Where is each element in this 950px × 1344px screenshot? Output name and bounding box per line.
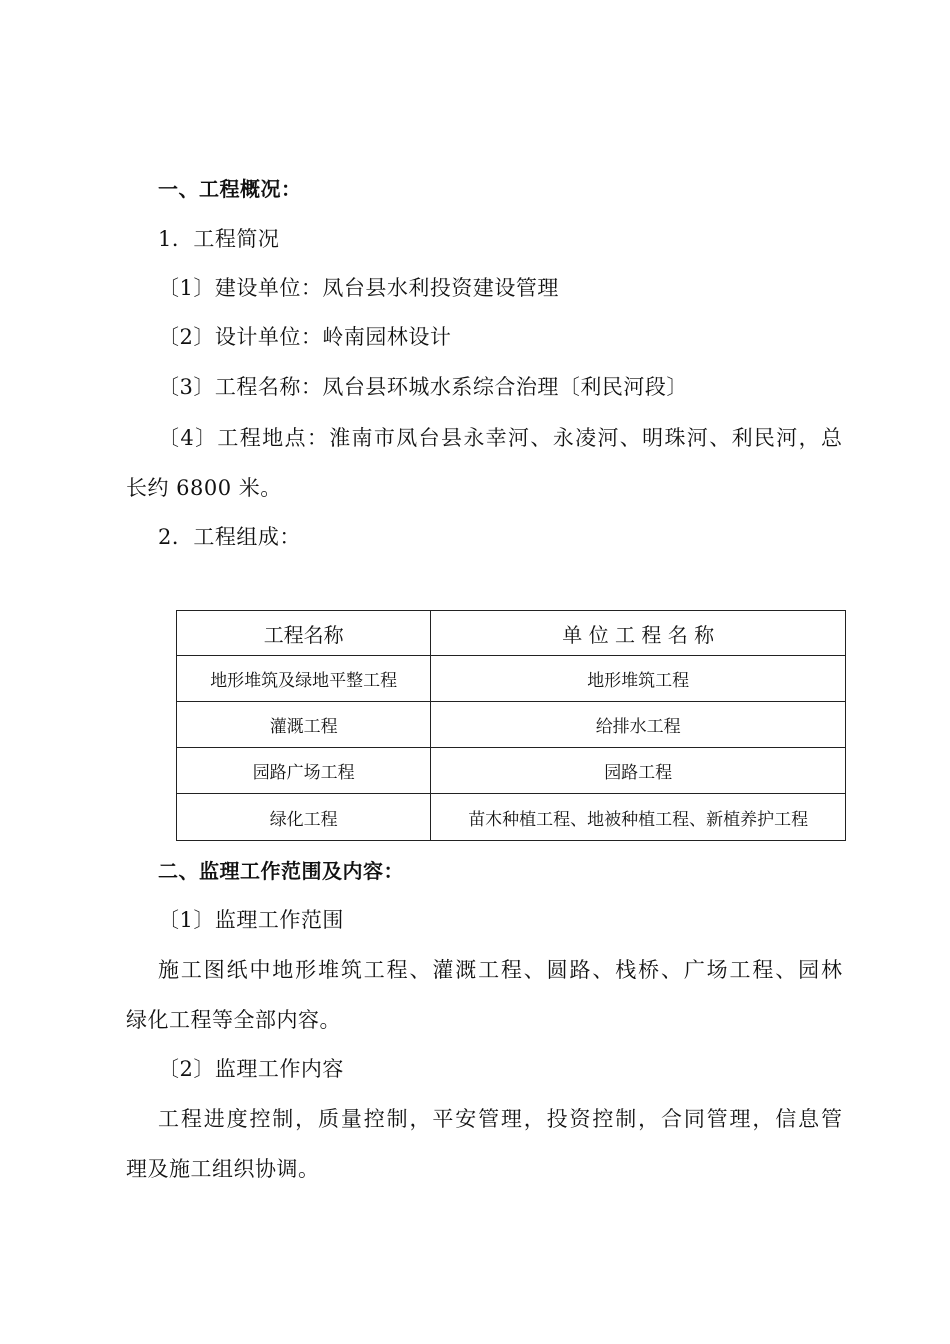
- project-name-cell: 灌溉工程: [177, 702, 431, 748]
- section1-sub2-title: 2．工程组成：: [158, 525, 301, 549]
- header-unit-project-name: 单 位 工 程 名 称: [431, 611, 846, 656]
- scope-line1: 施工图纸中地形堆筑工程、灌溉工程、圆路、栈桥、广场工程、园林: [158, 958, 842, 982]
- header-project-name: 工程名称: [177, 611, 431, 656]
- unit-project-cell: 给排水工程: [431, 702, 846, 748]
- table-row: [177, 748, 846, 794]
- project-name-item: 〔3〕工程名称：凤台县环城水系综合治理〔利民河段〕: [158, 375, 688, 399]
- scope-line2: 绿化工程等全部内容。: [126, 1008, 341, 1032]
- table-header-row: [177, 611, 846, 656]
- project-name-cell: 绿化工程: [177, 794, 431, 841]
- scope-title: 〔1〕监理工作范围: [158, 908, 344, 932]
- design-unit-item: 〔2〕设计单位：岭南园林设计: [158, 325, 452, 349]
- content-line2: 理及施工组织协调。: [126, 1157, 320, 1181]
- table-row: [177, 702, 846, 748]
- unit-project-cell: 苗木种植工程、地被种植工程、新植养护工程: [431, 794, 846, 841]
- section2-heading: 二、监理工作范围及内容：: [158, 859, 404, 883]
- unit-project-cell: 园路工程: [431, 748, 846, 794]
- section1-sub1-title: 1．工程简况: [158, 227, 280, 251]
- construction-unit-item: 〔1〕建设单位：凤台县水利投资建设管理: [158, 276, 559, 300]
- project-name-cell: 园路广场工程: [177, 748, 431, 794]
- table-row: [177, 794, 846, 841]
- content-title: 〔2〕监理工作内容: [158, 1057, 344, 1081]
- section1-heading: 一、工程概况：: [158, 177, 302, 201]
- unit-project-cell: 地形堆筑工程: [431, 656, 846, 702]
- project-location-line2: 长约 6800 米。: [126, 476, 282, 500]
- project-location-line1: 〔4〕工程地点：淮南市凤台县永幸河、永凌河、明珠河、利民河，总: [158, 426, 842, 450]
- content-line1: 工程进度控制，质量控制，平安管理，投资控制，合同管理，信息管: [158, 1107, 842, 1131]
- project-name-cell: 地形堆筑及绿地平整工程: [177, 656, 431, 702]
- table-row: [177, 656, 846, 702]
- project-composition-table: [176, 610, 846, 841]
